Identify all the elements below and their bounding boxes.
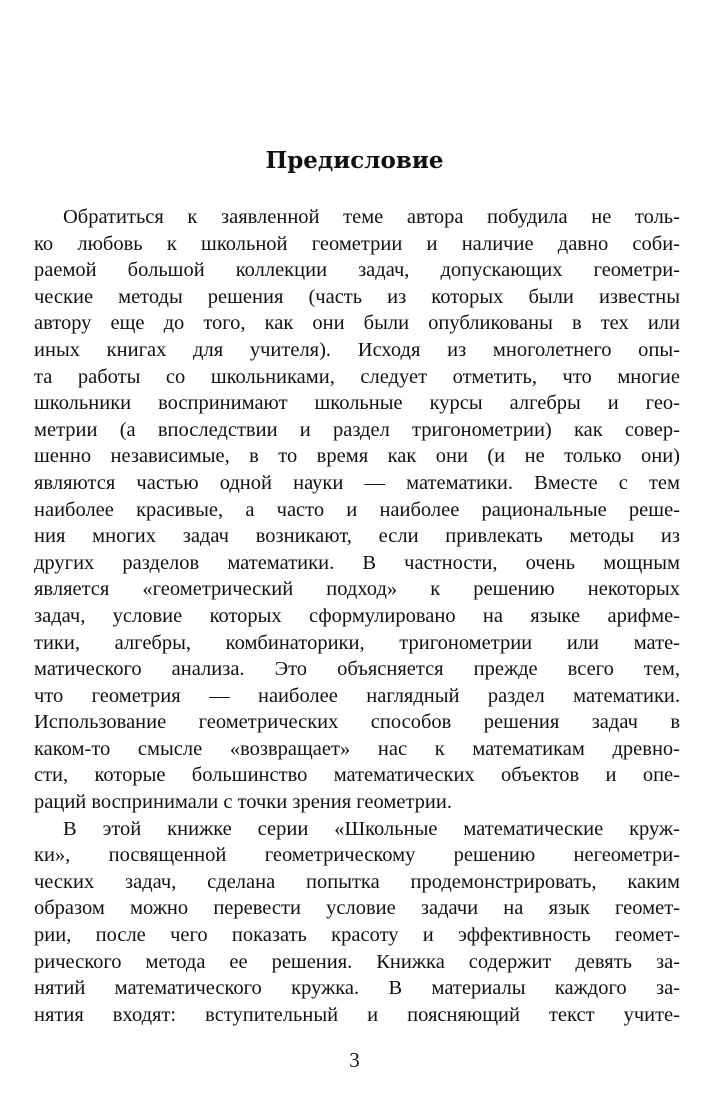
text-line: сти, которые большинство математических объектов и опе- [34,764,680,787]
text-line: Обратиться к заявленной теме автора побудила не толь- [63,206,680,228]
text-line: нятий математического кружка. В материалы каждого за- [34,977,680,1000]
text-line: образом можно перевести условие задачи на язык геомет- [34,897,680,920]
text-line: автору еще до того, как они были опубликованы в тех или [34,312,680,335]
text-line: ческие методы решения (часть из которых были известны [34,285,680,308]
text-line: В этой книжке серии «Школьные математические круж- [63,817,680,840]
text-line: являются частью одной науки — математики. Вместе с тем [34,471,680,494]
text-line: является «геометрический подход» к решению некоторых [34,578,680,601]
text-line: метрии (а впоследствии и раздел тригонометрии) как совер- [34,418,680,441]
text-line: ко любовь к школьной геометрии и наличие давно соби- [34,232,680,255]
text-line: задач, условие которых сформулировано на языке арифме- [34,604,680,627]
text-line: каком-то смысле «возвращает» нас к математикам древно- [34,737,680,760]
body-text [34,204,680,1028]
paragraph-2 [34,816,680,1029]
text-line: ния многих задач возникают, если привлекать методы из [34,525,680,548]
text-line: раемой большой коллекции задач, допускающих геометри- [34,259,680,282]
text-line: нятия входят: вступительный и поясняющий текст учите- [34,1003,680,1026]
text-line: ческих задач, сделана попытка продемонстрировать, каким [34,870,680,893]
paragraph-1 [34,204,680,816]
text-line: Использование геометрических способов решения задач в [34,711,680,734]
text-line: что геометрия — наиболее наглядный раздел математики. [34,684,680,707]
text-line: тики, алгебры, комбинаторики, тригонометрии или мате- [34,631,680,654]
text-line: школьники воспринимают школьные курсы алгебры и гео- [34,392,680,415]
text-line: других разделов математики. В частности, очень мощным [34,551,680,574]
text-line: иных книгах для учителя). Исходя из многолетнего опы- [34,338,680,361]
chapter-heading: Предисловие [265,147,444,174]
text-line: рического метода ее решения. Книжка содержит девять за- [34,950,680,973]
text-line: та работы со школьниками, следует отметить, что многие [34,365,680,388]
page-number: 3 [349,1048,360,1072]
text-line: ки», посвященной геометрическому решению негеометри- [34,844,680,867]
text-line: шенно независимые, в то время как они (и не только они) [34,445,680,468]
text-line: матического анализа. Это объясняется прежде всего тем, [34,658,680,681]
text-line: рии, после чего показать красоту и эффективность геомет- [34,924,680,947]
text-line: раций воспринимали с точки зрения геометрии. [34,791,452,814]
text-line: наиболее красивые, а часто и наиболее рациональные реше- [34,498,680,521]
